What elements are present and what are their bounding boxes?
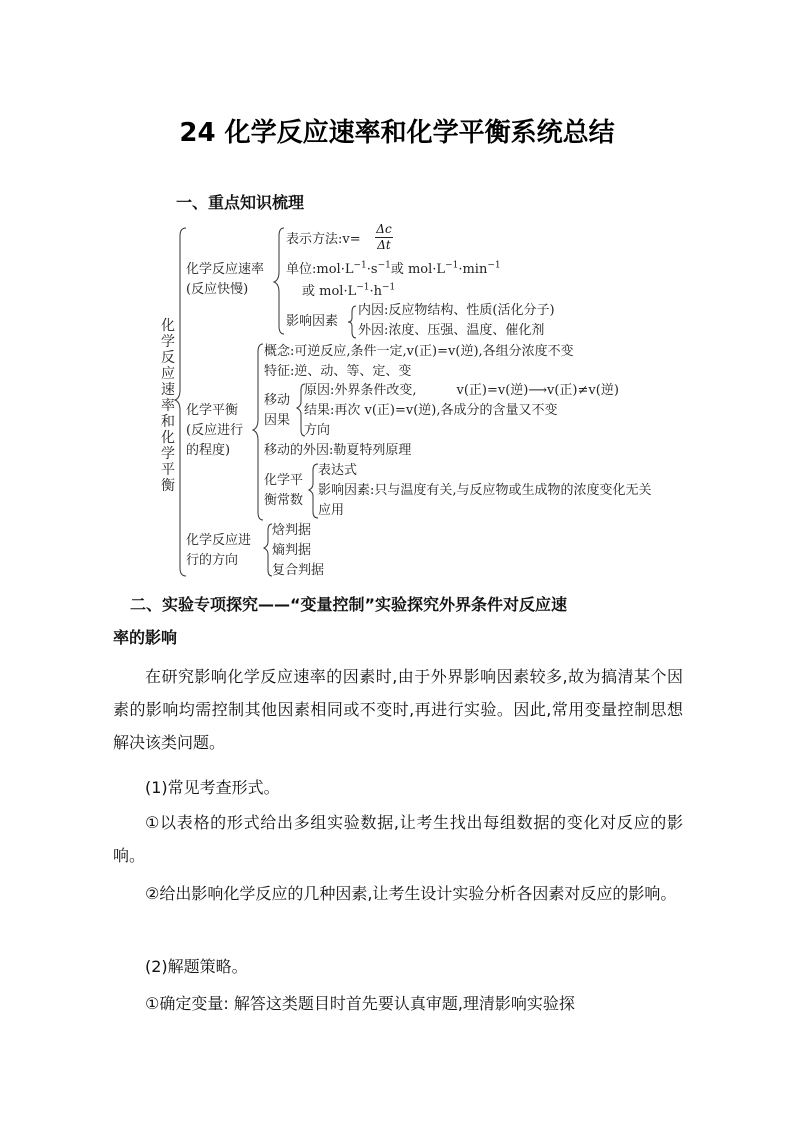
k-expression: 表达式 <box>318 463 358 478</box>
move-external: 移动的外因:勒夏特列原理 <box>264 443 412 458</box>
direction-item: 熵判据 <box>272 543 312 558</box>
k-label-1: 化学平 <box>264 473 304 488</box>
paragraph-item-2a: ①确定变量: 解答这类题目时首先要认真审题,理清影响实验探 <box>145 994 575 1013</box>
move-label-2: 因果 <box>264 413 291 428</box>
paragraph-item-1a: ①以表格的形式给出多组实验数据,让考生找出每组数据的变化对反应的影响。 <box>113 813 683 865</box>
brace-factors <box>348 306 356 338</box>
equilibrium-sublabel-2: 的程度) <box>186 443 231 458</box>
page-title: 24 化学反应速率和化学平衡系统总结 <box>179 118 615 148</box>
equilibrium-sublabel-1: (反应进行 <box>186 423 244 438</box>
direction-item: 复合判据 <box>272 563 325 578</box>
brace-rate <box>274 228 284 334</box>
section-heading-1: 一、重点知识梳理 <box>176 193 305 212</box>
rate-inner-factor: 内因:反应物结构、性质(活化分子) <box>358 303 555 318</box>
move-label-1: 移动 <box>264 393 291 408</box>
k-application: 应用 <box>318 503 345 518</box>
section-heading-2: 二、实验专项探究——“变量控制”实验探究外界条件对反应速 率的影响 <box>113 595 568 647</box>
direction-label-2: 行的方向 <box>186 553 239 568</box>
equilibrium-concept: 概念:可逆反应,条件一定,v(正)=v(逆),各组分浓度不变 <box>264 344 574 359</box>
rate-unit-line-2: 或 $mol\cdot L^{-1}\cdot h^{-1}$ <box>302 282 396 299</box>
brace-k <box>309 464 318 518</box>
brace-direction <box>264 524 272 576</box>
rate-fraction: Δc Δt <box>376 222 392 252</box>
move-direction: 方向 <box>304 423 331 438</box>
rate-outer-factor: 外因:浓度、压强、温度、催化剂 <box>358 323 545 338</box>
brace-root <box>175 228 186 576</box>
mind-map-root: 化 学 反 应 速 率 和 化 学 平 衡 <box>161 318 175 494</box>
rate-label: 化学反应速率 <box>186 262 265 277</box>
k-factor: 影响因素:只与温度有关,与反应物或生成物的浓度变化无关 <box>318 483 652 498</box>
k-label-2: 衡常数 <box>264 493 304 508</box>
brace-equilibrium <box>253 344 263 520</box>
paragraph-item-1b: ②给出影响化学反应的几种因素,让考生设计实验分析各因素对反应的影响。 <box>145 884 677 903</box>
paragraph-intro: 在研究影响化学反应速率的因素时,由于外界影响因素较多,故为搞清某个因素的影响均需控制其他因素相同或不变时,再进行实验。因此,常用变量控制思想解决该类问题。 <box>113 667 683 752</box>
move-result: 结果:再次 v(正)=v(逆),各成分的含量又不变 <box>304 403 558 418</box>
rate-factors-label: 影响因素 <box>286 314 339 329</box>
rate-unit-line-1: 单位$:mol\cdot L^{-1}\cdot s^{-1}$或 $mol\cdot L^{-1}\cdot\min^{-1}$ <box>286 260 501 277</box>
rate-sublabel: (反应快慢) <box>186 282 249 297</box>
paragraph-item-1: (1)常见考查形式。 <box>145 778 280 797</box>
direction-item: 焓判据 <box>272 523 312 538</box>
equilibrium-features: 特征:逆、动、等、定、变 <box>264 364 412 379</box>
paragraph-item-2: (2)解题策略。 <box>145 957 248 976</box>
rate-expression: 表示方法:v= <box>286 232 361 247</box>
equilibrium-label: 化学平衡 <box>186 403 239 418</box>
direction-label-1: 化学反应进 <box>186 533 252 548</box>
move-cause: 原因:外界条件改变, v(正)=v(逆)⟶v(正)≠v(逆) <box>304 383 619 398</box>
